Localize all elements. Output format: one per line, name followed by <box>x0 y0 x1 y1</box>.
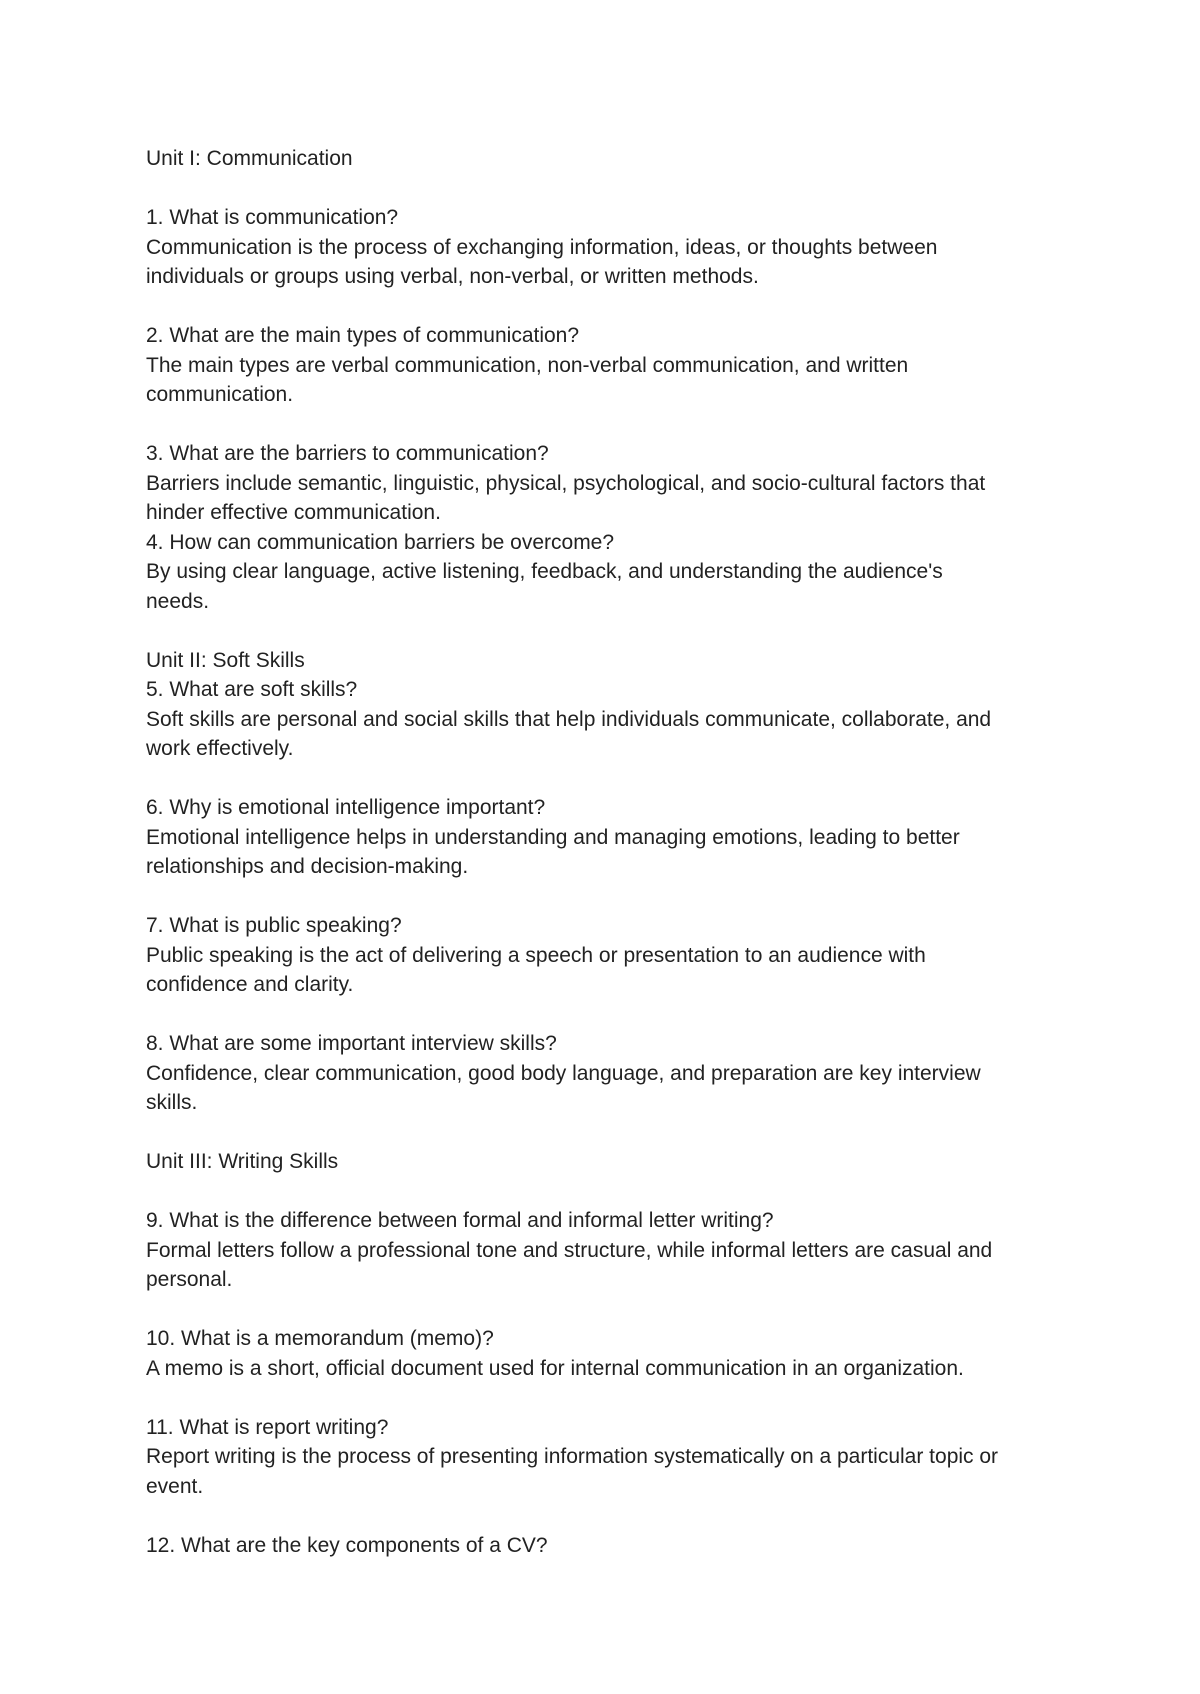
body-line: work effectively. <box>146 737 294 760</box>
body-line: A memo is a short, official document used for internal communication in an organization. <box>146 1356 964 1380</box>
body-line: personal. <box>146 1268 233 1291</box>
body-line: Barriers include semantic, linguistic, physical, psychological, and socio-cultural factors that <box>146 471 986 495</box>
blank-line <box>146 1177 1086 1207</box>
question-line: 5. What are soft skills? <box>146 678 358 701</box>
unit-heading: Unit I: Communication <box>146 147 353 170</box>
unit-heading: Unit II: Soft Skills <box>146 648 305 672</box>
body-line: Confidence, clear communication, good body language, and preparation are key interview <box>146 1061 981 1085</box>
body-line: confidence and clarity. <box>146 973 354 996</box>
question-line: 3. What are the barriers to communication? <box>146 442 549 465</box>
blank-line <box>146 1000 1086 1030</box>
body-line: Emotional intelligence helps in understanding and managing emotions, leading to better <box>146 825 960 849</box>
body-line: skills. <box>146 1091 198 1114</box>
unit-heading: Unit III: Writing Skills <box>146 1150 339 1173</box>
blank-line <box>146 174 1086 204</box>
body-line: needs. <box>146 589 210 613</box>
body-line: hinder effective communication. <box>146 501 441 524</box>
question-line: 7. What is public speaking? <box>146 914 402 937</box>
body-line: relationships and decision-making. <box>146 855 469 878</box>
body-line: Formal letters follow a professional tone and structure, while informal letters are casual and <box>146 1238 993 1262</box>
blank-line <box>146 882 1086 912</box>
blank-line <box>146 410 1086 440</box>
question-line: 2. What are the main types of communication? <box>146 324 580 347</box>
body-line: The main types are verbal communication, non-verbal communication, and written <box>146 353 909 377</box>
body-line: Public speaking is the act of delivering a speech or presentation to an audience with <box>146 943 926 967</box>
question-line: 4. How can communication barriers be overcome? <box>146 530 615 554</box>
body-line: Communication is the process of exchanging information, ideas, or thoughts between <box>146 235 938 259</box>
blank-line <box>146 292 1086 322</box>
body-line: Soft skills are personal and social skills that help individuals communicate, collaborate, and <box>146 707 992 731</box>
question-line: 11. What is report writing? <box>146 1415 389 1439</box>
question-line: 10. What is a memorandum (memo)? <box>146 1327 494 1350</box>
question-line: 8. What are some important interview skills? <box>146 1032 557 1055</box>
blank-line <box>146 1501 1086 1531</box>
body-line: individuals or groups using verbal, non-verbal, or written methods. <box>146 265 759 288</box>
body-line: Report writing is the process of presenting information systematically on a particular topic or <box>146 1445 999 1468</box>
body-line: event. <box>146 1474 204 1498</box>
blank-line <box>146 764 1086 794</box>
blank-line <box>146 616 1086 646</box>
body-line: By using clear language, active listening, feedback, and understanding the audience's <box>146 560 943 583</box>
document-body <box>146 144 1086 1560</box>
blank-line <box>146 1295 1086 1325</box>
question-line: 12. What are the key components of a CV? <box>146 1533 548 1557</box>
blank-line <box>146 1383 1086 1413</box>
question-line: 6. Why is emotional intelligence important? <box>146 796 546 819</box>
question-line: 9. What is the difference between formal and informal letter writing? <box>146 1209 774 1232</box>
body-line: communication. <box>146 383 294 406</box>
question-line: 1. What is communication? <box>146 206 399 229</box>
blank-line <box>146 1118 1086 1148</box>
